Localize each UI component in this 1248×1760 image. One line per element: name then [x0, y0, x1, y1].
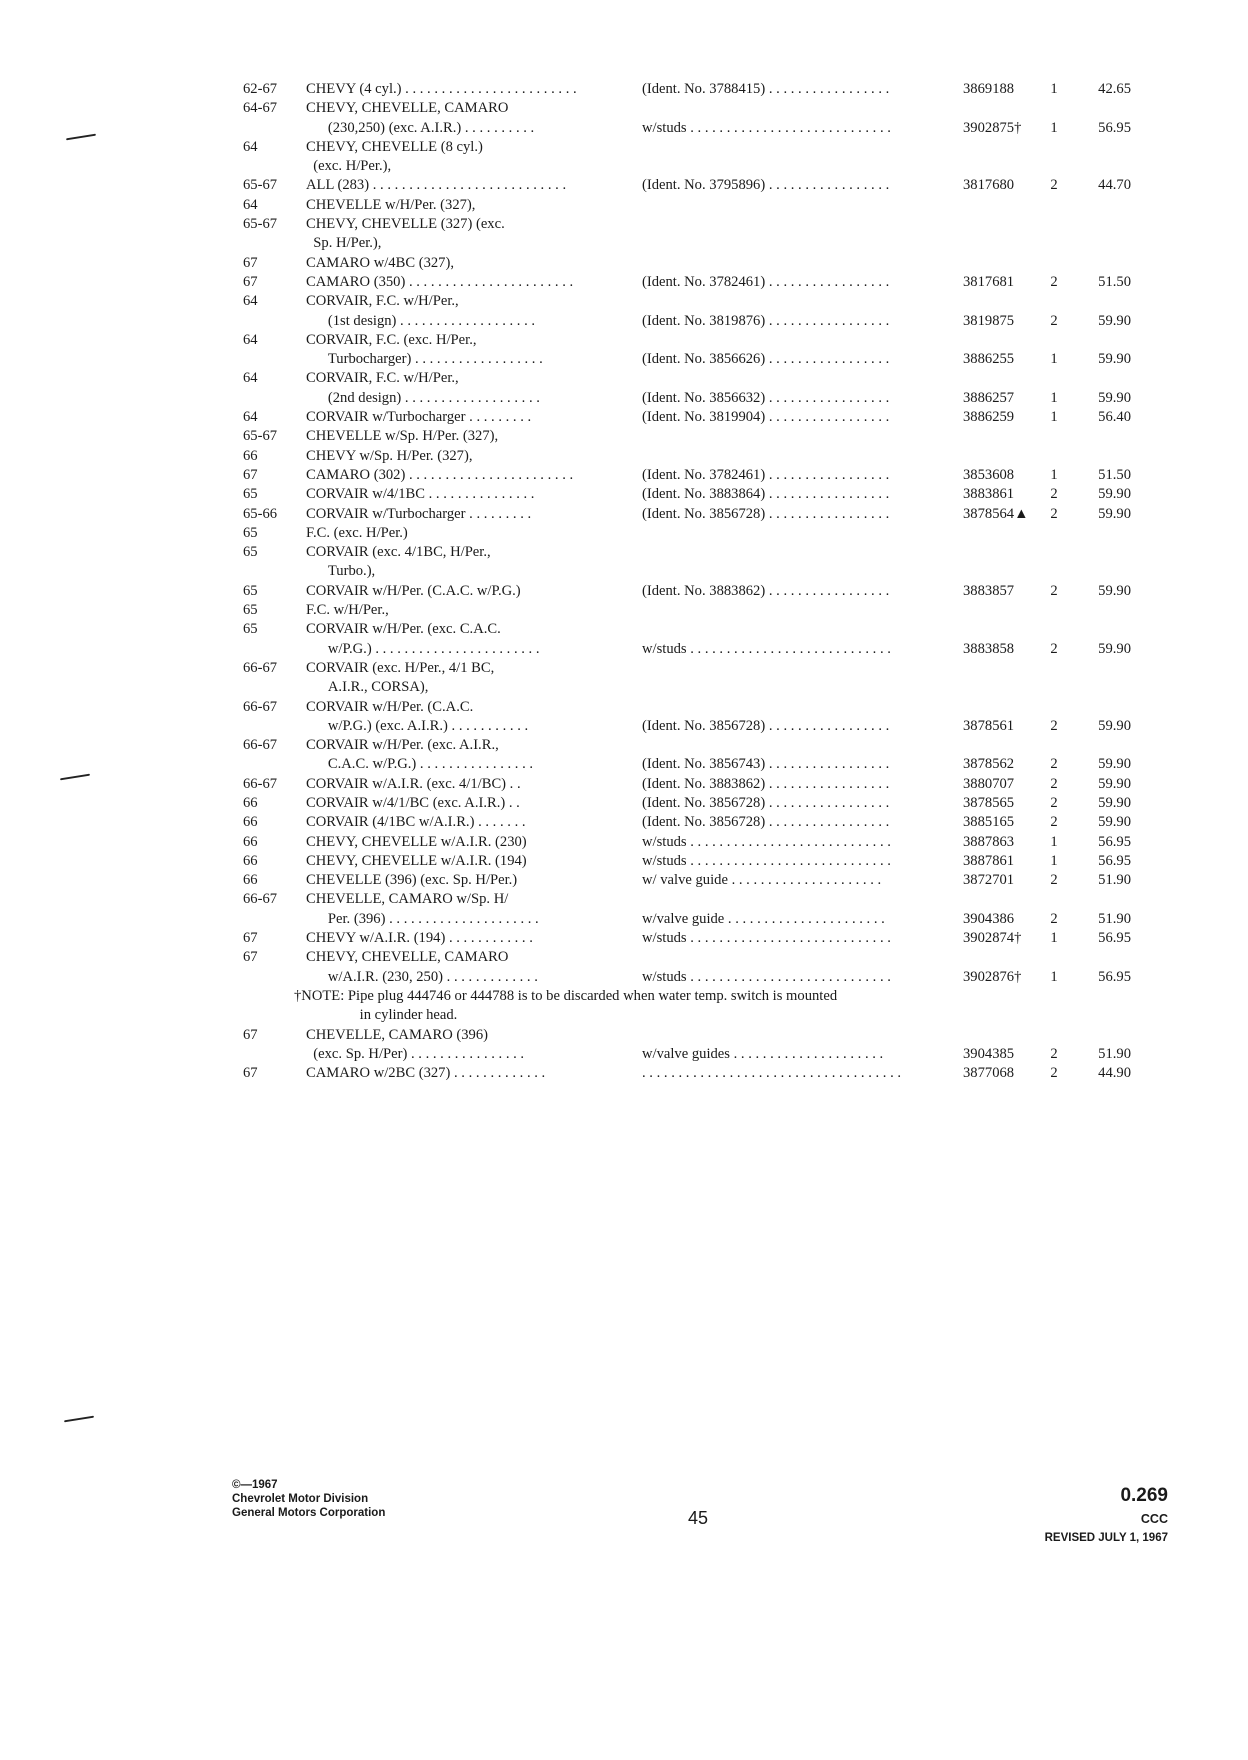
- table-row: [0, 80, 1248, 99]
- cell-year: 66: [243, 447, 258, 464]
- cell-ident: (Ident. No. 3856632) . . . . . . . . . . . . . . . . .: [642, 389, 890, 406]
- table-row: [0, 736, 1248, 755]
- cell-ident: (Ident. No. 3856728) . . . . . . . . . . . . . . . . .: [642, 505, 890, 522]
- cell-desc: CHEVELLE, CAMARO (396): [306, 1026, 489, 1043]
- table-row: [0, 447, 1248, 466]
- cell-desc: (2nd design) . . . . . . . . . . . . . . . . . . .: [306, 389, 540, 406]
- cell-desc: CHEVY, CHEVELLE w/A.I.R. (194): [306, 852, 527, 869]
- cell-desc: CHEVELLE w/Sp. H/Per. (327),: [306, 428, 499, 445]
- table-row: [0, 331, 1248, 350]
- cell-qty: 1: [1050, 466, 1058, 483]
- cell-qty: 2: [1050, 775, 1058, 792]
- corporation-name: General Motors Corporation: [232, 1507, 386, 1519]
- cell-desc: CORVAIR, F.C. (exc. H/Per.,: [306, 331, 477, 348]
- cell-year: 65: [243, 524, 258, 541]
- cell-desc: CORVAIR w/Turbocharger . . . . . . . . .: [306, 505, 532, 522]
- cell-part: 3880707: [963, 775, 1015, 792]
- footnote-row: [0, 1006, 1248, 1025]
- cell-ident: (Ident. No. 3856626) . . . . . . . . . . . . . . . . .: [642, 351, 890, 368]
- table-row: [0, 852, 1248, 871]
- cell-desc: Turbo.),: [306, 563, 376, 580]
- cell-ident: (Ident. No. 3782461) . . . . . . . . . . . . . . . . .: [642, 273, 890, 290]
- cell-qty: 2: [1050, 640, 1058, 657]
- cell-qty: 1: [1050, 968, 1058, 985]
- cell-year: 66-67: [243, 775, 278, 792]
- cell-price: 59.90: [1098, 351, 1131, 368]
- table-row: [0, 562, 1248, 581]
- cell-price: 59.90: [1098, 640, 1131, 657]
- cell-part: 3887863: [963, 833, 1015, 850]
- cell-desc: CHEVY (4 cyl.) . . . . . . . . . . . . . . . . . . . . . . . .: [306, 81, 577, 97]
- cell-part: 3878564▲: [963, 505, 1029, 522]
- cell-ident: (Ident. No. 3856728) . . . . . . . . . . . . . . . . .: [642, 814, 890, 831]
- cell-year: 67: [243, 254, 258, 271]
- cell-price: 44.70: [1098, 177, 1131, 194]
- revised-date: REVISED JULY 1, 1967: [1044, 1532, 1168, 1544]
- cell-year: 65: [243, 486, 258, 503]
- cell-qty: 2: [1050, 505, 1058, 522]
- cell-ident: (Ident. No. 3856728) . . . . . . . . . . . . . . . . .: [642, 717, 890, 734]
- cell-ident: w/ valve guide . . . . . . . . . . . . . . . . . . . . .: [642, 872, 882, 889]
- cell-price: 56.95: [1098, 930, 1131, 947]
- division-name: Chevrolet Motor Division: [232, 1493, 369, 1505]
- cell-desc: CAMARO (350) . . . . . . . . . . . . . . . . . . . . . . .: [306, 273, 574, 290]
- table-row: [0, 138, 1248, 157]
- cell-qty: 2: [1050, 1065, 1058, 1082]
- cell-ident: (Ident. No. 3782461) . . . . . . . . . . . . . . . . .: [642, 466, 890, 483]
- cell-desc: CHEVELLE (396) (exc. Sp. H/Per.): [306, 872, 518, 889]
- table-row: [0, 582, 1248, 601]
- publisher-block: [232, 1478, 385, 1520]
- cell-desc: CAMARO (302) . . . . . . . . . . . . . . . . . . . . . . .: [306, 466, 574, 483]
- cell-qty: 2: [1050, 273, 1058, 290]
- table-row: [0, 1064, 1248, 1083]
- cell-desc: CHEVY, CHEVELLE, CAMARO: [306, 949, 509, 966]
- cell-desc: CAMARO w/2BC (327) . . . . . . . . . . . . .: [306, 1065, 546, 1082]
- cell-part: 3904386: [963, 910, 1015, 927]
- copyright: ©—1967: [232, 1479, 278, 1491]
- cell-price: 56.40: [1098, 409, 1131, 426]
- cell-ident: (Ident. No. 3819904) . . . . . . . . . . . . . . . . .: [642, 409, 890, 426]
- table-row: [0, 524, 1248, 543]
- cell-desc: Sp. H/Per.),: [306, 235, 382, 252]
- cell-year: 65-67: [243, 428, 278, 445]
- cell-part: 3853608: [963, 466, 1015, 483]
- table-row: [0, 678, 1248, 697]
- cell-part: 3877068: [963, 1065, 1015, 1082]
- cell-part: 3878561: [963, 717, 1015, 734]
- cell-year: 67: [243, 273, 258, 290]
- cell-qty: 2: [1050, 814, 1058, 831]
- cell-year: 64-67: [243, 100, 278, 117]
- cell-ident: (Ident. No. 3883864) . . . . . . . . . . . . . . . . .: [642, 486, 890, 503]
- table-row: [0, 871, 1248, 890]
- table-row: [0, 601, 1248, 620]
- table-row: [0, 389, 1248, 408]
- table-row: [0, 1026, 1248, 1045]
- cell-ident: (Ident. No. 3795896) . . . . . . . . . . . . . . . . .: [642, 177, 890, 194]
- table-row: [0, 408, 1248, 427]
- cell-ident: . . . . . . . . . . . . . . . . . . . . . . . . . . . . . . . . . . . .: [642, 1065, 902, 1082]
- cell-ident: w/valve guide . . . . . . . . . . . . . . . . . . . . . .: [642, 910, 885, 927]
- section-block: [960, 1484, 1168, 1546]
- cell-desc: w/A.I.R. (230, 250) . . . . . . . . . . . . .: [306, 968, 538, 985]
- table-row: [0, 119, 1248, 138]
- cell-qty: 1: [1050, 119, 1058, 136]
- cell-desc: w/P.G.) (exc. A.I.R.) . . . . . . . . . . .: [306, 717, 529, 734]
- cell-desc: C.A.C. w/P.G.) . . . . . . . . . . . . . . . .: [306, 756, 534, 773]
- cell-part: 3883857: [963, 582, 1015, 599]
- cell-desc: CORVAIR w/H/Per. (C.A.C. w/P.G.): [306, 582, 521, 599]
- cell-year: 64: [243, 293, 258, 310]
- table-row: [0, 196, 1248, 215]
- cell-desc: CORVAIR (exc. H/Per., 4/1 BC,: [306, 659, 495, 676]
- cell-desc: CORVAIR w/Turbocharger . . . . . . . . .: [306, 409, 532, 426]
- cell-desc: (exc. Sp. H/Per) . . . . . . . . . . . . . . . .: [306, 1045, 525, 1062]
- cell-part: 3886255: [963, 351, 1015, 368]
- cell-desc: CORVAIR w/H/Per. (exc. A.I.R.,: [306, 737, 499, 754]
- cell-year: 67: [243, 1026, 258, 1043]
- footnote-text: †NOTE: Pipe plug 444746 or 444788 is to be discarded when water temp. switch is mounted: [294, 987, 838, 1004]
- cell-qty: 1: [1050, 81, 1058, 97]
- cell-price: 42.65: [1098, 81, 1131, 97]
- margin-mark: [64, 1416, 94, 1423]
- cell-year: 64: [243, 196, 258, 213]
- cell-year: 67: [243, 466, 258, 483]
- cell-price: 59.90: [1098, 814, 1131, 831]
- cell-desc: CORVAIR, F.C. w/H/Per.,: [306, 293, 459, 310]
- cell-desc: (230,250) (exc. A.I.R.) . . . . . . . . . .: [306, 119, 535, 136]
- cell-desc: (1st design) . . . . . . . . . . . . . . . . . . .: [306, 312, 536, 329]
- table-row: [0, 215, 1248, 234]
- table-row: [0, 833, 1248, 852]
- cell-price: 56.95: [1098, 119, 1131, 136]
- table-row: [0, 369, 1248, 388]
- cell-ident: w/studs . . . . . . . . . . . . . . . . . . . . . . . . . . . .: [642, 852, 891, 869]
- table-row: [0, 292, 1248, 311]
- cell-qty: 1: [1050, 409, 1058, 426]
- cell-year: 66: [243, 872, 258, 889]
- cell-qty: 2: [1050, 717, 1058, 734]
- cell-price: 51.90: [1098, 910, 1131, 927]
- cell-price: 59.90: [1098, 505, 1131, 522]
- cell-year: 64: [243, 138, 258, 155]
- section-code: 0.269: [1120, 1485, 1168, 1506]
- table-row: [0, 234, 1248, 253]
- cell-year: 65: [243, 621, 258, 638]
- table-row: [0, 929, 1248, 948]
- table-row: [0, 273, 1248, 292]
- cell-qty: 2: [1050, 872, 1058, 889]
- cell-desc: CORVAIR w/H/Per. (exc. C.A.C.: [306, 621, 501, 638]
- table-row: [0, 485, 1248, 504]
- table-row: [0, 254, 1248, 273]
- table-row: [0, 659, 1248, 678]
- cell-desc: CORVAIR (4/1BC w/A.I.R.) . . . . . . .: [306, 814, 526, 831]
- cell-desc: CORVAIR w/4/1/BC (exc. A.I.R.) . .: [306, 794, 520, 811]
- cell-desc: CORVAIR (exc. 4/1BC, H/Per.,: [306, 544, 491, 561]
- cell-price: 56.95: [1098, 968, 1131, 985]
- table-row: [0, 312, 1248, 331]
- cell-year: 62-67: [243, 81, 278, 97]
- cell-desc: CORVAIR, F.C. w/H/Per.,: [306, 370, 459, 387]
- parts-list: [0, 80, 1248, 1083]
- cell-qty: 1: [1050, 852, 1058, 869]
- cell-part: 3902874†: [963, 930, 1022, 947]
- cell-qty: 2: [1050, 312, 1058, 329]
- cell-desc: CORVAIR w/A.I.R. (exc. 4/1/BC) . .: [306, 775, 521, 792]
- cell-part: 3904385: [963, 1045, 1015, 1062]
- cell-qty: 1: [1050, 930, 1058, 947]
- cell-part: 3878565: [963, 794, 1015, 811]
- cell-ident: (Ident. No. 3788415) . . . . . . . . . . . . . . . . .: [642, 81, 890, 97]
- cell-part: 3883858: [963, 640, 1015, 657]
- table-row: [0, 794, 1248, 813]
- cell-part: 3878562: [963, 756, 1015, 773]
- cell-year: 65: [243, 582, 258, 599]
- cell-desc: CORVAIR w/4/1BC . . . . . . . . . . . . . . .: [306, 486, 535, 503]
- cell-price: 59.90: [1098, 486, 1131, 503]
- cell-price: 59.90: [1098, 756, 1131, 773]
- cell-ident: w/studs . . . . . . . . . . . . . . . . . . . . . . . . . . . .: [642, 968, 891, 985]
- table-row: [0, 755, 1248, 774]
- cell-desc: w/P.G.) . . . . . . . . . . . . . . . . . . . . . . .: [306, 640, 540, 657]
- page-number: 45: [688, 1508, 709, 1528]
- cell-year: 64: [243, 409, 258, 426]
- cell-desc: ALL (283) . . . . . . . . . . . . . . . . . . . . . . . . . . .: [306, 177, 567, 194]
- cell-part: 3817680: [963, 177, 1015, 194]
- cell-part: 3872701: [963, 872, 1015, 889]
- cell-desc: CHEVELLE w/H/Per. (327),: [306, 196, 476, 213]
- cell-year: 67: [243, 930, 258, 947]
- cell-desc: CAMARO w/4BC (327),: [306, 254, 454, 271]
- cell-part: 3887861: [963, 852, 1015, 869]
- cell-qty: 2: [1050, 582, 1058, 599]
- table-row: [0, 910, 1248, 929]
- cell-desc: A.I.R., CORSA),: [306, 679, 429, 696]
- cell-qty: 1: [1050, 833, 1058, 850]
- cell-year: 66-67: [243, 698, 278, 715]
- table-row: [0, 813, 1248, 832]
- table-row: [0, 350, 1248, 369]
- table-row: [0, 176, 1248, 195]
- cell-year: 67: [243, 949, 258, 966]
- cell-ident: (Ident. No. 3856743) . . . . . . . . . . . . . . . . .: [642, 756, 890, 773]
- cell-year: 66-67: [243, 737, 278, 754]
- cell-price: 44.90: [1098, 1065, 1131, 1082]
- cell-desc: (exc. H/Per.),: [306, 158, 392, 175]
- cell-desc: CHEVY w/Sp. H/Per. (327),: [306, 447, 473, 464]
- footnote-text: in cylinder head.: [294, 1007, 458, 1024]
- cell-year: 65: [243, 544, 258, 561]
- cell-qty: 2: [1050, 756, 1058, 773]
- cell-year: 65-66: [243, 505, 278, 522]
- cell-year: 66: [243, 852, 258, 869]
- cell-price: 59.90: [1098, 582, 1131, 599]
- cell-qty: 1: [1050, 389, 1058, 406]
- cell-ident: w/studs . . . . . . . . . . . . . . . . . . . . . . . . . . . .: [642, 119, 891, 136]
- cell-price: 51.90: [1098, 1045, 1131, 1062]
- cell-desc: F.C. (exc. H/Per.): [306, 524, 408, 541]
- cell-desc: Per. (396) . . . . . . . . . . . . . . . . . . . . .: [306, 910, 539, 927]
- cell-qty: 1: [1050, 351, 1058, 368]
- table-row: [0, 948, 1248, 967]
- cell-part: 3902875†: [963, 119, 1022, 136]
- cell-price: 56.95: [1098, 833, 1131, 850]
- cell-desc: Turbocharger) . . . . . . . . . . . . . . . . . .: [306, 351, 543, 368]
- table-row: [0, 968, 1248, 987]
- cell-ident: (Ident. No. 3819876) . . . . . . . . . . . . . . . . .: [642, 312, 890, 329]
- cell-ident: (Ident. No. 3856728) . . . . . . . . . . . . . . . . .: [642, 794, 890, 811]
- cell-ident: (Ident. No. 3883862) . . . . . . . . . . . . . . . . .: [642, 775, 890, 792]
- cell-price: 59.90: [1098, 775, 1131, 792]
- cell-year: 65-67: [243, 177, 278, 194]
- cell-desc: CHEVY, CHEVELLE, CAMARO: [306, 100, 509, 117]
- cell-part: 3819875: [963, 312, 1015, 329]
- cell-part: 3885165: [963, 814, 1015, 831]
- cell-ident: w/valve guides . . . . . . . . . . . . . . . . . . . . .: [642, 1045, 884, 1062]
- cell-year: 66-67: [243, 659, 278, 676]
- cell-price: 59.90: [1098, 312, 1131, 329]
- cell-desc: CHEVY, CHEVELLE w/A.I.R. (230): [306, 833, 527, 850]
- cell-desc: CORVAIR w/H/Per. (C.A.C.: [306, 698, 474, 715]
- cell-desc: CHEVY w/A.I.R. (194) . . . . . . . . . . . .: [306, 930, 533, 947]
- cell-price: 56.95: [1098, 852, 1131, 869]
- cell-ident: w/studs . . . . . . . . . . . . . . . . . . . . . . . . . . . .: [642, 833, 891, 850]
- cell-qty: 2: [1050, 794, 1058, 811]
- table-row: [0, 698, 1248, 717]
- cell-price: 51.50: [1098, 466, 1131, 483]
- cell-desc: CHEVY, CHEVELLE (8 cyl.): [306, 138, 483, 155]
- table-row: [0, 1045, 1248, 1064]
- table-row: [0, 466, 1248, 485]
- cell-qty: 2: [1050, 177, 1058, 194]
- cell-ident: w/studs . . . . . . . . . . . . . . . . . . . . . . . . . . . .: [642, 930, 891, 947]
- cell-ident: (Ident. No. 3883862) . . . . . . . . . . . . . . . . .: [642, 582, 890, 599]
- cell-qty: 2: [1050, 910, 1058, 927]
- cell-part: 3883861: [963, 486, 1015, 503]
- table-row: [0, 640, 1248, 659]
- cell-year: 64: [243, 370, 258, 387]
- cell-price: 59.90: [1098, 794, 1131, 811]
- cell-year: 65: [243, 602, 258, 619]
- cell-desc: CHEVY, CHEVELLE (327) (exc.: [306, 216, 505, 233]
- table-row: [0, 620, 1248, 639]
- cell-part: 3869188: [963, 81, 1015, 97]
- footnote-row: [0, 987, 1248, 1006]
- cell-part: 3886259: [963, 409, 1015, 426]
- table-row: [0, 99, 1248, 118]
- cell-price: 59.90: [1098, 717, 1131, 734]
- cell-price: 51.50: [1098, 273, 1131, 290]
- cell-year: 64: [243, 331, 258, 348]
- cell-year: 66: [243, 833, 258, 850]
- table-row: [0, 890, 1248, 909]
- cell-year: 67: [243, 1065, 258, 1082]
- section-sub: CCC: [1140, 1512, 1168, 1526]
- cell-year: 66: [243, 814, 258, 831]
- cell-desc: F.C. w/H/Per.,: [306, 602, 389, 619]
- cell-desc: CHEVELLE, CAMARO w/Sp. H/: [306, 891, 509, 908]
- cell-part: 3817681: [963, 273, 1015, 290]
- table-row: [0, 543, 1248, 562]
- cell-year: 66-67: [243, 891, 278, 908]
- cell-qty: 2: [1050, 1045, 1058, 1062]
- table-row: [0, 717, 1248, 736]
- cell-qty: 2: [1050, 486, 1058, 503]
- cell-price: 59.90: [1098, 389, 1131, 406]
- cell-part: 3902876†: [963, 968, 1022, 985]
- table-row: [0, 157, 1248, 176]
- cell-year: 66: [243, 794, 258, 811]
- table-row: [0, 505, 1248, 524]
- table-row: [0, 775, 1248, 794]
- cell-year: 65-67: [243, 216, 278, 233]
- cell-part: 3886257: [963, 389, 1015, 406]
- table-row: [0, 427, 1248, 446]
- cell-price: 51.90: [1098, 872, 1131, 889]
- cell-ident: w/studs . . . . . . . . . . . . . . . . . . . . . . . . . . . .: [642, 640, 891, 657]
